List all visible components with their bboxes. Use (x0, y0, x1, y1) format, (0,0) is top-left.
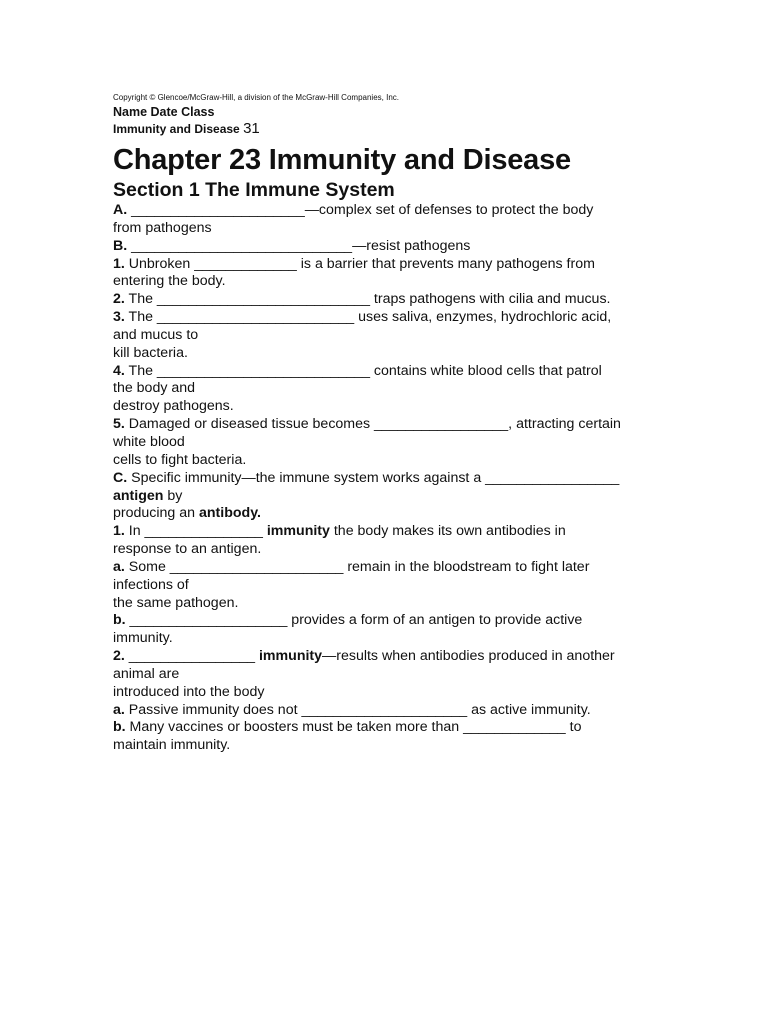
worksheet-line (113, 559, 673, 577)
worksheet-line (113, 541, 673, 559)
worksheet-line (113, 291, 673, 309)
worksheet-line (113, 684, 673, 702)
line-text: Passive immunity does not _____________________ as active immunity. (124, 701, 591, 718)
item-label: b. (113, 612, 126, 629)
line-text: Many vaccines or boosters must be taken more than _____________ to (125, 719, 582, 736)
worksheet-line (113, 719, 673, 737)
worksheet-line (113, 220, 673, 238)
worksheet-line (113, 434, 673, 452)
worksheet-line (113, 327, 673, 345)
worksheet-line (113, 577, 673, 595)
page-number: 31 (243, 120, 260, 137)
worksheet-line (113, 416, 673, 434)
item-label: 3. (113, 309, 125, 326)
line-text: and mucus to (113, 326, 199, 343)
item-label: 1. (113, 523, 125, 540)
worksheet-line (113, 612, 673, 630)
worksheet-line (113, 238, 673, 256)
worksheet-line (113, 380, 673, 398)
key-term: immunity (266, 523, 330, 540)
key-term: immunity (258, 648, 323, 665)
worksheet-line (113, 345, 673, 363)
line-text: destroy pathogens. (113, 398, 234, 415)
line-text: the same pathogen. (113, 594, 239, 611)
item-label: 4. (113, 362, 125, 379)
worksheet-line (113, 470, 673, 488)
worksheet-line (113, 488, 673, 506)
line-text: The _________________________ uses saliva, enzymes, hydrochloric acid, (124, 309, 612, 326)
line-text: the body and (113, 380, 196, 397)
chapter-title: Chapter 23 Immunity and Disease (113, 144, 571, 176)
line-text: ______________________ (127, 202, 305, 218)
worksheet-line (113, 630, 673, 648)
line-text: —resist pathogens (352, 237, 471, 254)
line-text: ________________ (124, 648, 259, 665)
line-text: cells to fight bacteria. (113, 451, 247, 468)
line-text: Unbroken _____________ is a barrier that prevents many pathogens from (124, 255, 595, 272)
line-text: immunity. (113, 630, 173, 647)
worksheet-line (113, 595, 673, 613)
item-label: 2. (113, 291, 125, 308)
line-text: —complex set of defenses to protect the body (304, 202, 594, 218)
section-title: Section 1 The Immune System (113, 179, 395, 201)
worksheet-line (113, 666, 673, 684)
worksheet-line (113, 363, 673, 381)
line-text: from pathogens (113, 219, 212, 236)
line-text: ____________________________ (127, 237, 353, 254)
worksheet-lines (113, 202, 673, 755)
item-label: 2. (113, 648, 125, 665)
line-text: Damaged or diseased tissue becomes _________________, attracting certain (124, 416, 621, 433)
worksheet-line (113, 309, 673, 327)
item-label: b. (113, 719, 126, 736)
line-text: kill bacteria. (113, 344, 188, 361)
running-header (113, 120, 673, 138)
worksheet-line (113, 523, 673, 541)
worksheet-line (113, 273, 673, 291)
item-label: a. (113, 558, 125, 575)
line-text: ____________________ provides a form of an antigen to provide active (125, 612, 583, 629)
key-term: antigen (113, 487, 164, 504)
line-text: white blood (113, 433, 185, 450)
line-text: producing an (113, 505, 199, 522)
line-text: Some ______________________ remain in the bloodstream to fight later (124, 558, 590, 575)
worksheet-line (113, 505, 673, 523)
name-date-class-header: Name Date Class (113, 105, 215, 119)
line-text: response to an antigen. (113, 541, 262, 558)
worksheet-page (113, 92, 673, 755)
item-label: C. (113, 469, 128, 486)
line-text: infections of (113, 576, 189, 593)
line-text: Specific immunity—the immune system works against a _________________ (127, 469, 620, 486)
worksheet-line (113, 452, 673, 470)
item-label: a. (113, 701, 125, 718)
copyright-notice: Copyright © Glencoe/McGraw-Hill, a division of the McGraw-Hill Companies, Inc. (113, 93, 399, 102)
item-label: A. (113, 202, 128, 218)
line-text: The ___________________________ contains white blood cells that patrol (124, 362, 602, 379)
worksheet-line (113, 398, 673, 416)
line-text: by (163, 487, 183, 504)
worksheet-line (113, 648, 673, 666)
line-text: In _______________ (124, 523, 267, 540)
line-text: —results when antibodies produced in another (322, 648, 615, 665)
line-text: the body makes its own antibodies in (329, 523, 566, 540)
line-text: introduced into the body (113, 683, 265, 700)
line-text: The ___________________________ traps pathogens with cilia and mucus. (124, 291, 611, 308)
subject-label: Immunity and Disease (113, 122, 240, 136)
worksheet-line (113, 256, 673, 274)
worksheet-line (113, 737, 673, 755)
key-term: antibody. (198, 505, 261, 522)
line-text: entering the body. (113, 273, 226, 290)
item-label: B. (113, 237, 128, 254)
line-text: maintain immunity. (113, 737, 231, 754)
item-label: 1. (113, 255, 125, 272)
line-text: animal are (113, 665, 180, 682)
worksheet-line (113, 202, 673, 220)
item-label: 5. (113, 416, 125, 433)
worksheet-line (113, 702, 673, 720)
